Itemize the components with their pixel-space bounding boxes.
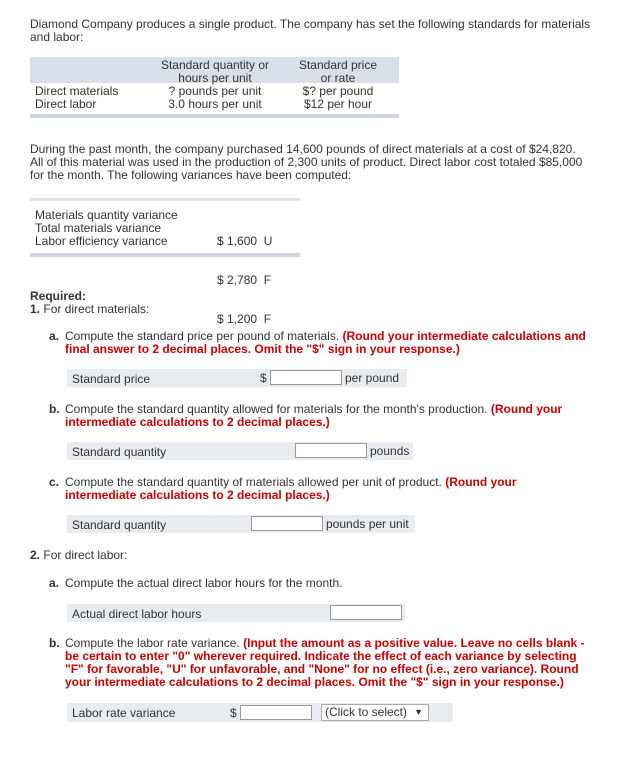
q1c-letter: c. — [49, 475, 60, 489]
header-std-qty: Standard quantity or hours per unit — [160, 58, 270, 85]
standard-quantity-per-unit-unit: pounds per unit — [326, 517, 409, 531]
q1a-text: Compute the standard price per pound of materials. (Round your intermediate calculations and final answer to 2 decimal places. Omit the "$" sign in your response.) — [65, 329, 586, 356]
select-value: (Click to select) — [325, 705, 408, 719]
row-direct-materials: Direct materials — [35, 84, 119, 98]
variance-values — [217, 209, 272, 339]
standard-quantity-input[interactable] — [295, 443, 367, 458]
dollar-sign: $ — [230, 706, 237, 720]
q2a-letter: a. — [49, 576, 60, 590]
variance-value: $ 2,780 F — [217, 273, 272, 287]
actual-dl-hours-label: Actual direct labor hours — [72, 607, 202, 621]
variance-label: Total materials variance — [35, 221, 162, 235]
actual-dl-hours-input[interactable] — [330, 605, 402, 620]
q2b-letter: b. — [49, 636, 60, 650]
dm-qty: ? pounds per unit — [168, 84, 262, 98]
variance-label: Materials quantity variance — [35, 208, 178, 222]
standard-quantity-unit: pounds — [370, 444, 410, 458]
dl-qty: 3.0 hours per unit — [168, 97, 262, 111]
standard-quantity-label: Standard quantity — [72, 445, 167, 459]
q2a-text: Compute the actual direct labor hours for the month. — [65, 576, 343, 590]
variance-value: $ 1,600 U — [217, 234, 273, 248]
q1b-text: Compute the standard quantity allowed for materials for the month's production. (Round your intermediate calculations to 2 decimal places.) — [65, 402, 563, 429]
intro-text: Diamond Company produces a single product. The company has set the following standards for materials and labor: — [30, 17, 591, 44]
part1-heading: 1. For direct materials: — [30, 302, 150, 316]
variance-label: Labor efficiency variance — [35, 234, 168, 248]
labor-rate-variance-label: Labor rate variance — [72, 706, 176, 720]
standard-quantity-per-unit-input[interactable] — [251, 516, 323, 531]
past-month-text: During the past month, the company purchased 14,600 pounds of direct materials at a cost of $24,820. All of this material was used in the production of 2,300 units of product. Direct labor cost totaled $85,000 for the month. The following variances have been computed: — [30, 142, 583, 182]
variance-labels — [35, 209, 178, 248]
standard-price-label: Standard price — [72, 372, 151, 386]
standard-price-input[interactable] — [270, 370, 342, 385]
q1b-letter: b. — [49, 402, 60, 416]
q2b-text: Compute the labor rate variance. (Input the amount as a positive value. Leave no cells blank - be certain to enter "0" wherever required. Indicate the effect of each variance by selecting "F" for favorable, "U" for unfavorable, and "None" for no effect (i.e., zero variance). Round your intermediate calculations to 2 decimal places. Omit the "$" sign in your response.) — [65, 636, 585, 689]
variances-top-rule — [30, 198, 300, 201]
q1c-text: Compute the standard quantity of materials allowed per unit of product. (Round your intermediate calculations to 2 decimal places.) — [65, 475, 517, 502]
standard-quantity-per-unit-label: Standard quantity — [72, 518, 167, 532]
chevron-down-icon: ▼ — [414, 707, 423, 717]
required-title: Required: — [30, 289, 87, 303]
variance-value: $ 1,200 F — [217, 312, 272, 326]
q1a-letter: a. — [49, 329, 60, 343]
variances-bottom-rule — [30, 253, 300, 257]
standard-price-unit: per pound — [345, 371, 400, 385]
dollar-sign: $ — [260, 371, 267, 385]
standards-bottom-rule — [30, 114, 399, 118]
row-direct-labor: Direct labor — [35, 97, 97, 111]
dm-price: $? per pound — [302, 84, 374, 98]
part2-heading: 2. For direct labor: — [30, 548, 128, 562]
dl-price: $12 per hour — [303, 97, 373, 111]
labor-rate-variance-input[interactable] — [240, 705, 312, 720]
header-std-price: Standard price or rate — [298, 58, 378, 85]
variance-effect-select[interactable] — [321, 704, 429, 721]
